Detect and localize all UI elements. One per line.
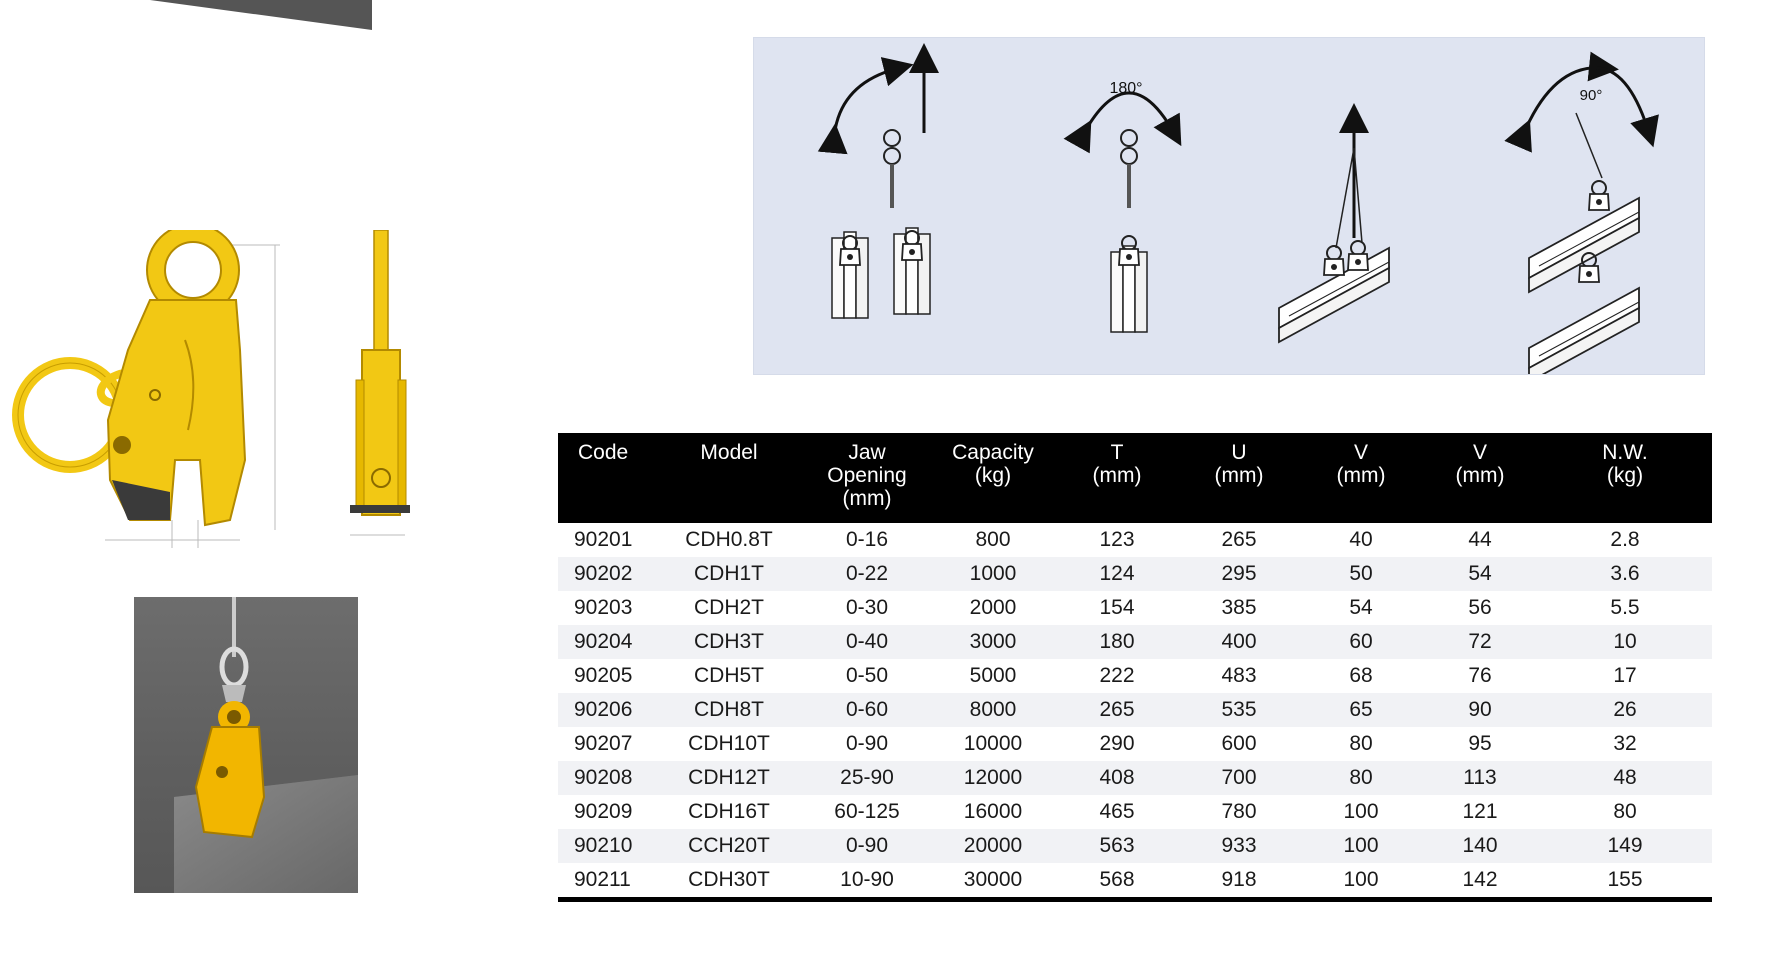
cell-t: 180	[1056, 625, 1178, 659]
column-header-line: (mm)	[1455, 464, 1505, 487]
cell-model: CDH3T	[654, 625, 804, 659]
column-header-line: (kg)	[974, 464, 1012, 487]
cell-nw: 48	[1538, 761, 1712, 795]
column-header-nw	[1538, 433, 1712, 523]
cell-jaw: 0-22	[804, 557, 930, 591]
cell-v2: 113	[1422, 761, 1538, 795]
cell-nw: 10	[1538, 625, 1712, 659]
cell-v2: 54	[1422, 557, 1538, 591]
table-row	[558, 795, 1712, 829]
cell-capacity: 800	[930, 523, 1056, 557]
cell-nw: 3.6	[1538, 557, 1712, 591]
cell-model: CDH16T	[654, 795, 804, 829]
cell-code: 90209	[558, 795, 654, 829]
cell-capacity: 20000	[930, 829, 1056, 863]
cell-v1: 68	[1300, 659, 1422, 693]
cell-nw: 32	[1538, 727, 1712, 761]
column-header-line: Code	[578, 441, 629, 464]
cell-t: 265	[1056, 693, 1178, 727]
cell-model: CDH10T	[654, 727, 804, 761]
figure-horizontal-beam-lift	[1279, 118, 1389, 342]
column-header-line: Opening	[827, 464, 907, 487]
table-row	[558, 625, 1712, 659]
cell-code: 90206	[558, 693, 654, 727]
cell-u: 265	[1178, 523, 1300, 557]
column-header-line: Jaw	[848, 441, 886, 464]
usage-orientation-diagram	[754, 38, 1704, 374]
cell-v2: 95	[1422, 727, 1538, 761]
table-row	[558, 659, 1712, 693]
column-header-line: (mm)	[1336, 464, 1386, 487]
table-header	[558, 433, 1712, 523]
column-header-line: Capacity	[952, 441, 1034, 464]
cropped-image-edge	[150, 0, 372, 30]
cell-code: 90205	[558, 659, 654, 693]
cell-jaw: 10-90	[804, 863, 930, 900]
cell-v1: 60	[1300, 625, 1422, 659]
cell-jaw: 0-40	[804, 625, 930, 659]
table-row	[558, 761, 1712, 795]
cell-jaw: 0-60	[804, 693, 930, 727]
cell-jaw: 0-90	[804, 829, 930, 863]
angle-label-90: 90°	[1579, 87, 1603, 104]
figure-180-degree-rotation	[1084, 80, 1174, 332]
column-header-line: V	[1353, 441, 1368, 464]
cell-nw: 80	[1538, 795, 1712, 829]
table-row	[558, 523, 1712, 557]
table-row	[558, 727, 1712, 761]
column-header-model	[654, 433, 804, 523]
cell-capacity: 10000	[930, 727, 1056, 761]
cell-jaw: 0-16	[804, 523, 930, 557]
cell-u: 918	[1178, 863, 1300, 900]
cell-u: 780	[1178, 795, 1300, 829]
column-header-line: (kg)	[1606, 464, 1644, 487]
angle-label-180: 180°	[1109, 80, 1143, 97]
column-header-v2	[1422, 433, 1538, 523]
cell-capacity: 1000	[930, 557, 1056, 591]
column-header-jaw	[804, 433, 930, 523]
cell-capacity: 30000	[930, 863, 1056, 900]
column-header-u	[1178, 433, 1300, 523]
column-header-line: N.W.	[1602, 441, 1648, 464]
cell-code: 90208	[558, 761, 654, 795]
clamp-technical-drawing	[0, 230, 430, 570]
table-row	[558, 557, 1712, 591]
cell-t: 563	[1056, 829, 1178, 863]
cell-code: 90201	[558, 523, 654, 557]
cell-jaw: 25-90	[804, 761, 930, 795]
cell-t: 408	[1056, 761, 1178, 795]
cell-t: 465	[1056, 795, 1178, 829]
cell-jaw: 60-125	[804, 795, 930, 829]
cell-u: 535	[1178, 693, 1300, 727]
table-row	[558, 591, 1712, 625]
column-header-capacity	[930, 433, 1056, 523]
column-header-code	[558, 433, 654, 523]
table-row	[558, 829, 1712, 863]
cell-v1: 80	[1300, 727, 1422, 761]
cell-t: 568	[1056, 863, 1178, 900]
cell-v2: 142	[1422, 863, 1538, 900]
cell-v2: 121	[1422, 795, 1538, 829]
column-header-line: T	[1110, 441, 1124, 464]
cell-u: 933	[1178, 829, 1300, 863]
cell-model: CDH5T	[654, 659, 804, 693]
cell-nw: 5.5	[1538, 591, 1712, 625]
cell-v1: 100	[1300, 863, 1422, 900]
column-header-line: (mm)	[1214, 464, 1264, 487]
cell-code: 90203	[558, 591, 654, 625]
column-header-v1	[1300, 433, 1422, 523]
cell-model: CDH2T	[654, 591, 804, 625]
clamp-in-use-photo	[134, 597, 358, 893]
cell-capacity: 16000	[930, 795, 1056, 829]
cell-model: CDH0.8T	[654, 523, 804, 557]
cell-code: 90207	[558, 727, 654, 761]
cell-v1: 65	[1300, 693, 1422, 727]
cell-nw: 17	[1538, 659, 1712, 693]
cell-model: CDH1T	[654, 557, 804, 591]
cell-v1: 50	[1300, 557, 1422, 591]
cell-v2: 90	[1422, 693, 1538, 727]
cell-u: 400	[1178, 625, 1300, 659]
column-header-line: U	[1231, 441, 1247, 464]
cell-code: 90204	[558, 625, 654, 659]
cell-v2: 140	[1422, 829, 1538, 863]
cell-v1: 100	[1300, 829, 1422, 863]
cell-u: 600	[1178, 727, 1300, 761]
column-header-t	[1056, 433, 1178, 523]
column-header-line: Model	[700, 441, 758, 464]
cell-v2: 56	[1422, 591, 1538, 625]
cell-v2: 72	[1422, 625, 1538, 659]
cell-model: CDH8T	[654, 693, 804, 727]
cell-u: 295	[1178, 557, 1300, 591]
cell-v1: 100	[1300, 795, 1422, 829]
cell-v1: 40	[1300, 523, 1422, 557]
specification-table	[558, 433, 1712, 902]
cell-t: 124	[1056, 557, 1178, 591]
cell-model: CDH30T	[654, 863, 804, 900]
cell-v2: 44	[1422, 523, 1538, 557]
cell-code: 90210	[558, 829, 654, 863]
cell-v1: 80	[1300, 761, 1422, 795]
table-row	[558, 863, 1712, 900]
table-row	[558, 693, 1712, 727]
cell-t: 123	[1056, 523, 1178, 557]
cell-capacity: 12000	[930, 761, 1056, 795]
cell-v1: 54	[1300, 591, 1422, 625]
cell-t: 290	[1056, 727, 1178, 761]
cell-t: 154	[1056, 591, 1178, 625]
cell-u: 483	[1178, 659, 1300, 693]
cell-u: 385	[1178, 591, 1300, 625]
table-body	[558, 523, 1712, 900]
column-header-line: (mm)	[842, 487, 892, 510]
cell-u: 700	[1178, 761, 1300, 795]
figure-vertical-lift-swing	[832, 58, 930, 318]
cell-code: 90211	[558, 863, 654, 900]
column-header-line: V	[1472, 441, 1487, 464]
cell-nw: 155	[1538, 863, 1712, 900]
cell-jaw: 0-50	[804, 659, 930, 693]
cell-jaw: 0-30	[804, 591, 930, 625]
cell-capacity: 2000	[930, 591, 1056, 625]
cell-model: CDH12T	[654, 761, 804, 795]
cell-jaw: 0-90	[804, 727, 930, 761]
cell-v2: 76	[1422, 659, 1538, 693]
cell-capacity: 3000	[930, 625, 1056, 659]
cell-capacity: 5000	[930, 659, 1056, 693]
column-header-line: (mm)	[1092, 464, 1142, 487]
cell-nw: 149	[1538, 829, 1712, 863]
cell-nw: 2.8	[1538, 523, 1712, 557]
cell-code: 90202	[558, 557, 654, 591]
figure-90-degree-beam	[1524, 68, 1649, 374]
cell-capacity: 8000	[930, 693, 1056, 727]
cell-t: 222	[1056, 659, 1178, 693]
cell-model: CCH20T	[654, 829, 804, 863]
cell-nw: 26	[1538, 693, 1712, 727]
